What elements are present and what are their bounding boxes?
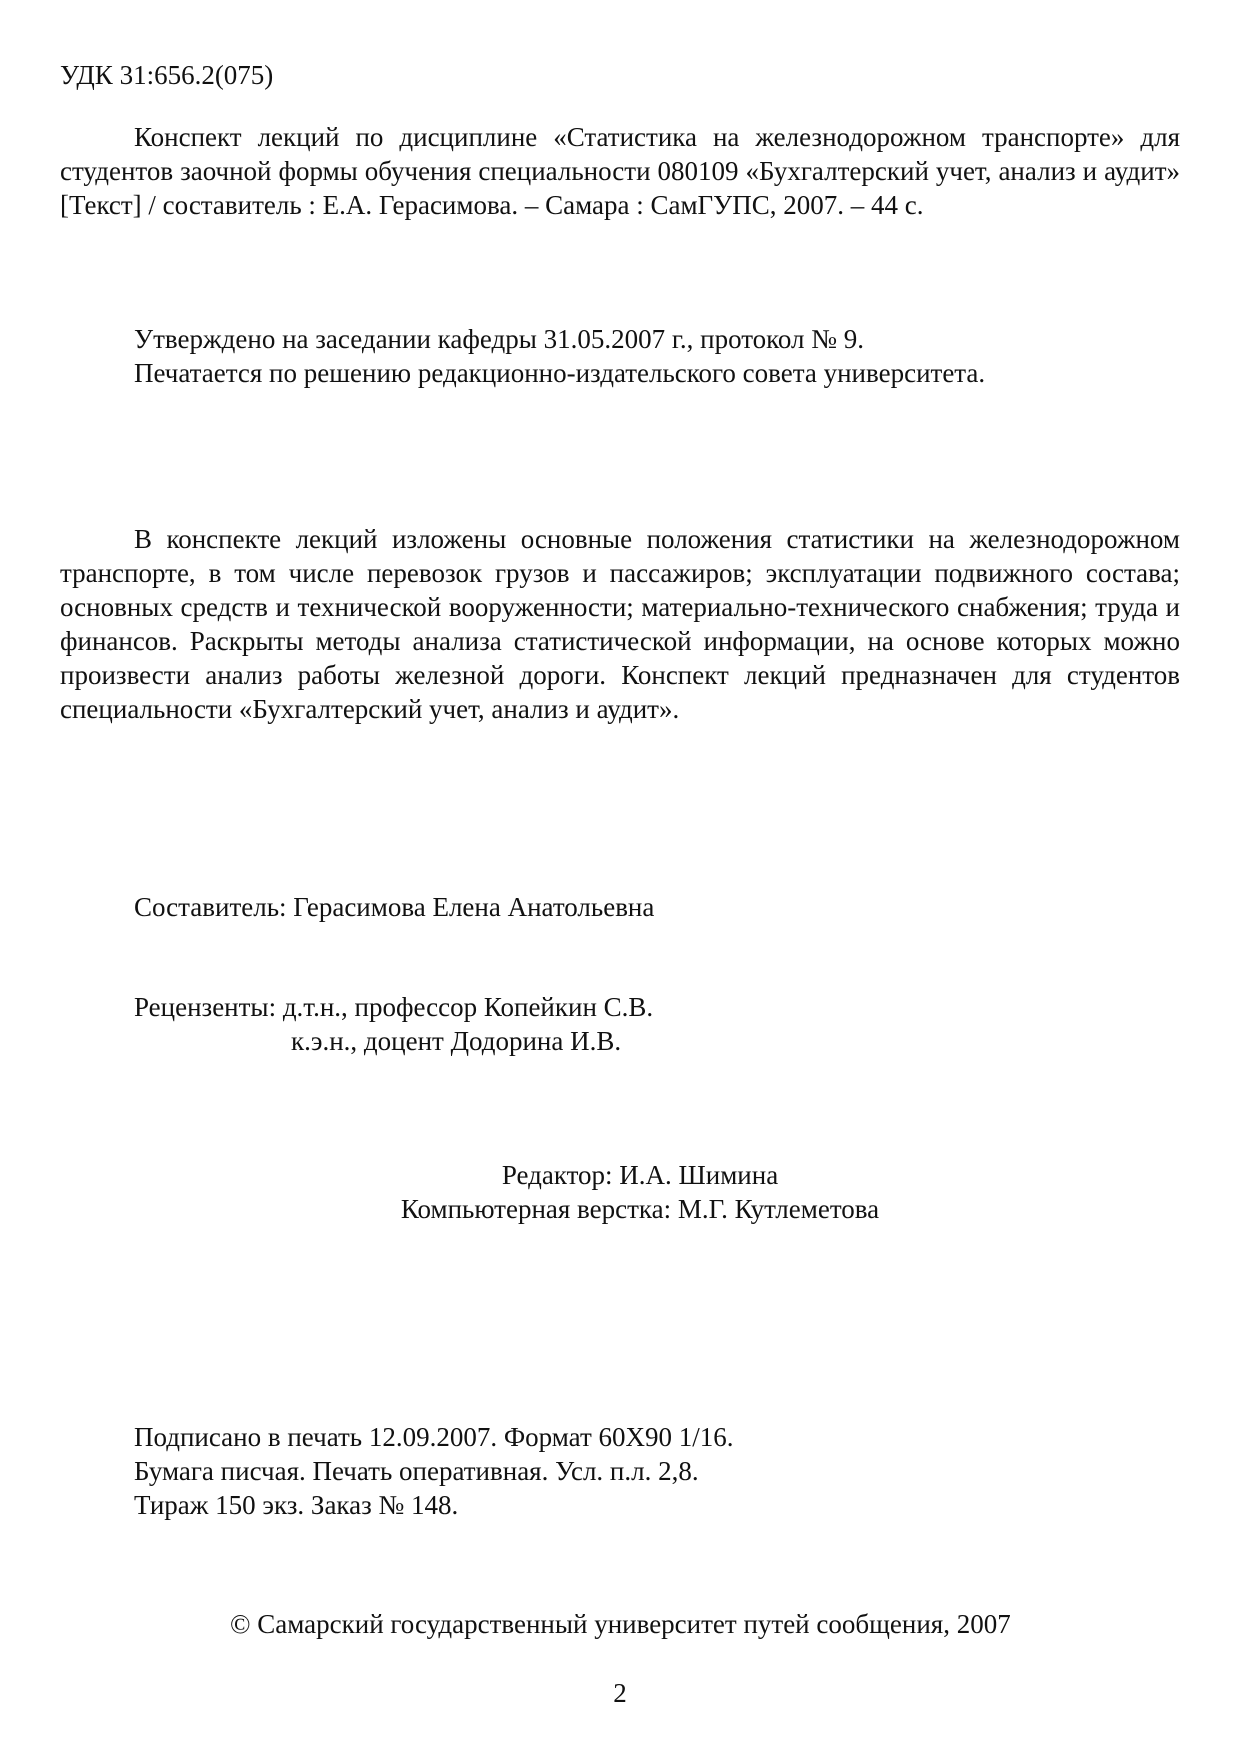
bibliographic-description: Конспект лекций по дисциплине «Статистика на железнодорожном транспорте» для студентов заочной формы обучения специальности 080109 «Бухгалтерский учет, анализ и аудит» [Текст] / составитель : Е.А. Герасимова. – Самара : СамГУПС, 2007. – 44 с. xyxy=(60,122,1180,220)
udk-code: УДК 31:656.2(075) xyxy=(60,60,274,90)
editor-line: Редактор: И.А. Шимина xyxy=(501,1160,779,1190)
imprint-line-3: Тираж 150 экз. Заказ № 148. xyxy=(134,1490,459,1520)
layout-line: Компьютерная верстка: М.Г. Кутлеметова xyxy=(400,1194,880,1224)
reviewers xyxy=(134,990,653,1058)
copyright-line: © Самарский государственный университет путей сообщения, 2007 xyxy=(230,1609,1011,1639)
print-imprint xyxy=(134,1420,734,1522)
compiler-line: Составитель: Герасимова Елена Анатольевна xyxy=(134,892,655,922)
production-credits xyxy=(360,1158,920,1226)
imprint-line-2: Бумага писчая. Печать оперативная. Усл. п.л. 2,8. xyxy=(134,1456,699,1486)
approval-line: Утверждено на заседании кафедры 31.05.2007 г., протокол № 9. xyxy=(134,324,865,354)
abstract-paragraph: В конспекте лекций изложены основные положения статистики на железнодорожном транспорте, в том числе перевозок грузов и пассажиров; эксплуатации подвижного состава; основных средств и технической вооруженности; материально-технического снабжения; труда и финансов. Раскрыты методы анализа статистической информации, на основе которых можно произвести анализ работы железной дороги. Конспект лекций предназначен для студентов специальности «Бухгалтерский учет, анализ и аудит». xyxy=(60,524,1180,724)
page-number: 2 xyxy=(613,1678,627,1708)
print-decision-line: Печатается по решению редакционно-издательского совета университета. xyxy=(134,358,986,388)
reviewer-1: Рецензенты: д.т.н., профессор Копейкин С.В. xyxy=(134,992,654,1022)
reviewer-2: к.э.н., доцент Додорина И.В. xyxy=(291,1026,622,1056)
imprint-line-1: Подписано в печать 12.09.2007. Формат 60X90 1/16. xyxy=(134,1422,734,1452)
approval-note xyxy=(134,322,985,390)
